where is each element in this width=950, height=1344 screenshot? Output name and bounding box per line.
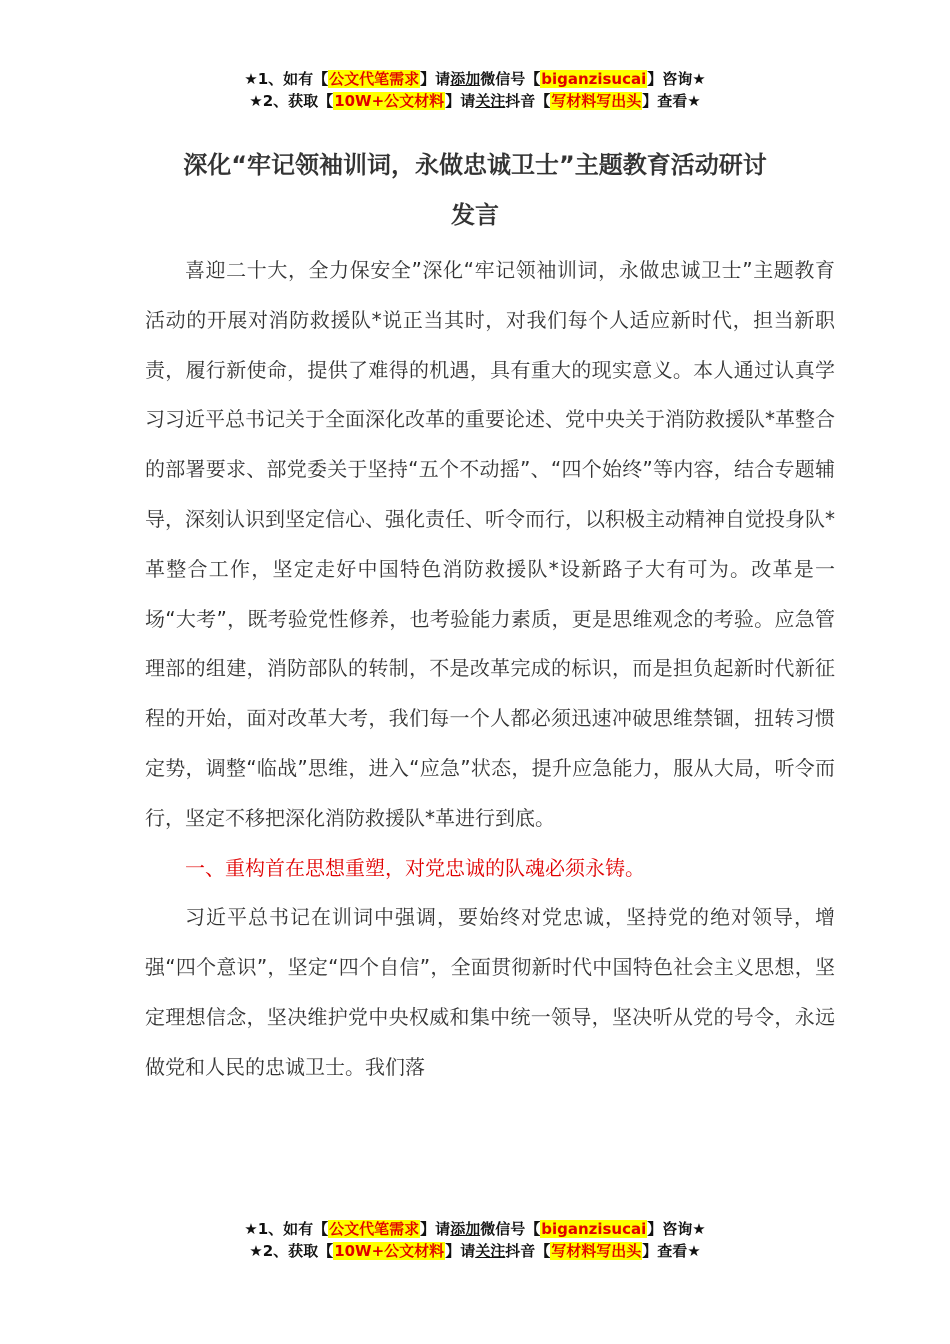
body-paragraph-2: 习近平总书记在训词中强调，要始终对党忠诚，坚持党的绝对领导，增强“四个意识”，坚定“四个自信”，全面贯彻新时代中国特色社会主义思想，坚定理想信念，坚决维护党中央权威和集中统一领导，坚决听从党的号令，永远做党和人民的忠诚卫士。我们落 xyxy=(145,905,835,1079)
banner-text: ★2、获取【 xyxy=(249,92,334,110)
banner-text: 抖音【 xyxy=(505,1242,551,1260)
emphasis-follow: 关注 xyxy=(475,92,506,110)
section-heading-1: 一、重构首在思想重塑，对党忠诚的队魂必须永铸。 xyxy=(185,855,645,880)
header-banner xyxy=(0,68,950,112)
document-body xyxy=(145,246,835,1093)
title-line-2: 发言 xyxy=(451,201,499,229)
banner-text: 微信号【 xyxy=(480,1220,541,1238)
banner-text: 微信号【 xyxy=(480,70,541,88)
highlight-service: 公文代笔需求 xyxy=(329,1220,420,1238)
highlight-service: 公文代笔需求 xyxy=(329,70,420,88)
body-paragraph-1: 喜迎二十大，全力保安全”深化“牢记领袖训词，永做忠诚卫士”主题教育活动的开展对消防救援队*说正当其时，对我们每个人适应新时代，担当新职责，履行新使命，提供了难得的机遇，具有重大的现实意义。本人通过认真学习习近平总书记关于全面深化改革的重要论述、党中央关于消防救援队*革整合的部署要求、部党委关于坚持“五个不动摇”、“四个始终”等内容，结合专题辅导，深刻认识到坚定信心、强化责任、听令而行，以积极主动精神自觉投身队*革整合工作，坚定走好中国特色消防救援队*设新路子大有可为。改革是一场“大考”，既考验党性修养，也考验能力素质，更是思维观念的考验。应急管理部的组建，消防部队的转制，不是改革完成的标识，而是担负起新时代新征程的开始，面对改革大考，我们每一个人都必须迅速冲破思维禁锢，扭转习惯定势，调整“临战”思维，进入“应急”状态，提升应急能力，服从大局，听令而行，坚定不移把深化消防救援队*革进行到底。 xyxy=(145,258,835,830)
banner-text: ★1、如有【 xyxy=(244,70,329,88)
highlight-materials: 10W+公文材料 xyxy=(334,1242,445,1260)
banner-text: 】请 xyxy=(445,1242,476,1260)
footer-banner xyxy=(0,1218,950,1262)
emphasis-add: 添加 xyxy=(450,70,481,88)
highlight-materials: 10W+公文材料 xyxy=(334,92,445,110)
footer-banner-line-1 xyxy=(0,1218,950,1240)
banner-text: 】请 xyxy=(420,70,451,88)
banner-text: 】咨询★ xyxy=(647,70,706,88)
highlight-wechat-id: biganzisucai xyxy=(541,70,647,88)
footer-banner-line-2 xyxy=(0,1240,950,1262)
title-line-1: 深化“牢记领袖训词，永做忠诚卫士”主题教育活动研讨 xyxy=(183,151,767,179)
emphasis-add: 添加 xyxy=(450,1220,481,1238)
banner-text: 】请 xyxy=(420,1220,451,1238)
emphasis-follow: 关注 xyxy=(475,1242,506,1260)
banner-text: 】请 xyxy=(445,92,476,110)
highlight-douyin-account: 写材料写出头 xyxy=(551,92,642,110)
banner-line-2 xyxy=(0,90,950,112)
banner-text: ★2、获取【 xyxy=(249,1242,334,1260)
banner-text: ★1、如有【 xyxy=(244,1220,329,1238)
highlight-wechat-id: biganzisucai xyxy=(541,1220,647,1238)
highlight-douyin-account: 写材料写出头 xyxy=(551,1242,642,1260)
banner-text: 】查看★ xyxy=(642,1242,701,1260)
banner-text: 抖音【 xyxy=(505,92,551,110)
banner-line-1 xyxy=(0,68,950,90)
banner-text: 】咨询★ xyxy=(647,1220,706,1238)
banner-text: 】查看★ xyxy=(642,92,701,110)
document-title xyxy=(130,140,820,240)
